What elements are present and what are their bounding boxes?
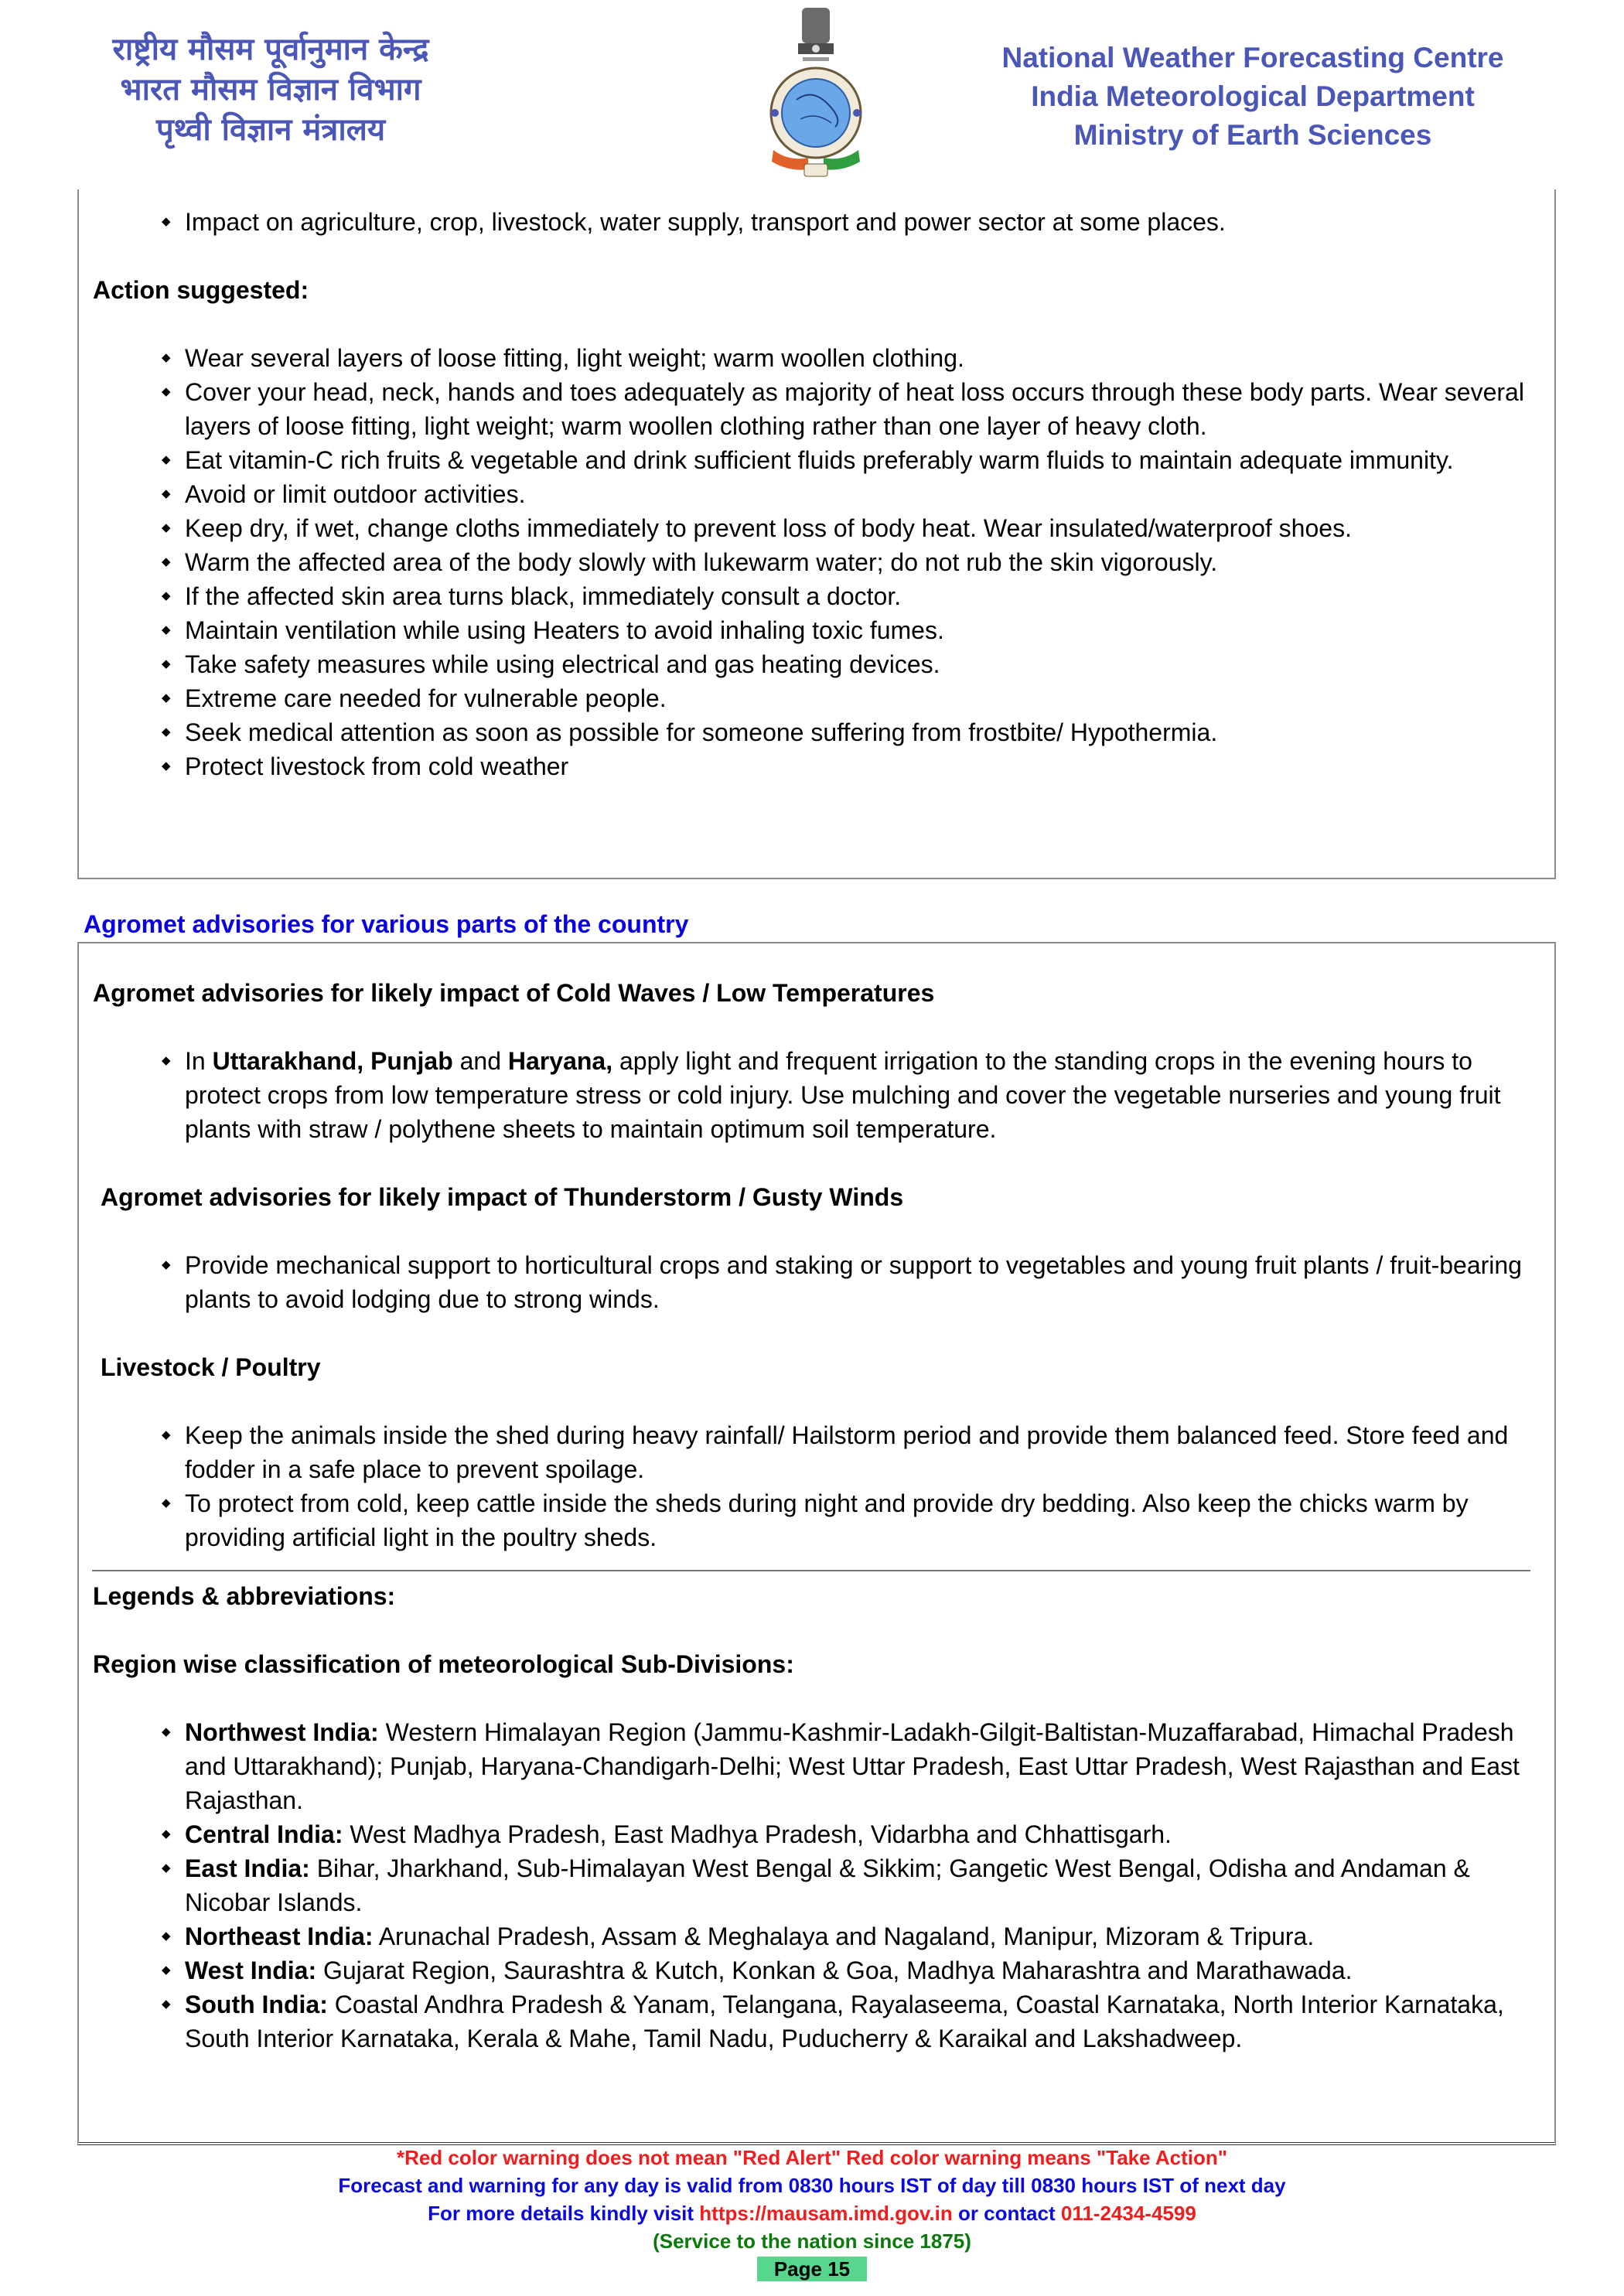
english-line-3: Ministry of Earth Sciences bbox=[1073, 119, 1432, 151]
list-item: ◆ Extreme care needed for vulnerable people. bbox=[185, 681, 1554, 715]
list-item: ◆ To protect from cold, keep cattle inside the sheds during night and provide dry bedding. Also keep the chicks warm by providing artificial light in the poultry sheds. bbox=[185, 1486, 1554, 1554]
lion-capital-icon bbox=[798, 8, 834, 61]
list-item: ◆ Keep the animals inside the shed during heavy rainfall/ Hailstorm period and provide them balanced feed. Store feed and fodder in a safe place to prevent spoilage. bbox=[185, 1418, 1554, 1486]
action-suggested-heading: Action suggested: bbox=[93, 276, 309, 304]
livestock-list bbox=[79, 1418, 1554, 1554]
hindi-line-2: भारत मौसम विज्ञान विभाग bbox=[120, 72, 421, 107]
list-item: ◆ If the affected skin area turns black, immediately consult a doctor. bbox=[185, 579, 1554, 613]
region-item: ◆ East India: Bihar, Jharkhand, Sub-Himalayan West Bengal & Sikkim; Gangetic West Bengal, Odisha and Andaman & Nicobar Islands. bbox=[185, 1851, 1554, 1919]
list-item: ◆ Provide mechanical support to horticultural crops and staking or support to vegetables and young fruit plants / fruit-bearing plants to avoid lodging due to strong winds. bbox=[185, 1248, 1554, 1316]
list-item: ◆ Eat vitamin-C rich fruits & vegetable and drink sufficient fluids preferably warm fluids to maintain adequate immunity. bbox=[185, 443, 1554, 477]
english-org-name bbox=[974, 39, 1531, 155]
thunderstorm-advisory-list bbox=[79, 1248, 1554, 1316]
list-item: ◆ Impact on agriculture, crop, livestock, water supply, transport and power sector at some places. bbox=[185, 205, 1554, 239]
region-item: ◆ South India: Coastal Andhra Pradesh & Yanam, Telangana, Rayalaseema, Coastal Karnataka, North Interior Karnataka, South Interior Karnataka, Kerala & Mahe, Tamil Nadu, Puducherry & Karaikal and Lakshadweep. bbox=[185, 1987, 1554, 2055]
list-item: ◆ Keep dry, if wet, change cloths immediately to prevent loss of body heat. Wear insulated/waterproof shoes. bbox=[185, 511, 1554, 545]
list-item: ◆ In Uttarakhand, Punjab and Haryana, apply light and frequent irrigation to the standing crops in the evening hours to protect crops from low temperature stress or cold injury. Use mulching and cover the vegetable nurseries and young fruit plants with straw / polythene sheets to maintain optimum soil temperature. bbox=[185, 1044, 1554, 1146]
section-divider bbox=[92, 1570, 1530, 1571]
english-line-1: National Weather Forecasting Centre bbox=[1001, 42, 1504, 73]
region-item: ◆ Northeast India: Arunachal Pradesh, Assam & Meghalaya and Nagaland, Manipur, Mizoram & Tripura. bbox=[185, 1919, 1554, 1953]
region-item: ◆ Northwest India: Western Himalayan Region (Jammu-Kashmir-Ladakh-Gilgit-Baltistan-Muzaffarabad, Himachal Pradesh and Uttarakhand); Punjab, Haryana-Chandigarh-Delhi; West Uttar Pradesh, East Uttar Pradesh, West Rajasthan and East Rajasthan. bbox=[185, 1715, 1554, 1817]
contact-phone: 011-2434-4599 bbox=[1060, 2202, 1196, 2225]
region-list bbox=[79, 1715, 1554, 2055]
cold-wave-advisory-heading: Agromet advisories for likely impact of Cold Waves / Low Temperatures bbox=[93, 979, 935, 1007]
agromet-section-title: Agromet advisories for various parts of the country bbox=[84, 910, 689, 938]
list-item: ◆ Maintain ventilation while using Heaters to avoid inhaling toxic fumes. bbox=[185, 613, 1554, 647]
list-item: ◆ Wear several layers of loose fitting, light weight; warm woollen clothing. bbox=[185, 341, 1554, 375]
page-footer bbox=[0, 2144, 1624, 2283]
agromet-panel bbox=[77, 942, 1556, 2145]
region-item: ◆ Central India: West Madhya Pradesh, East Madhya Pradesh, Vidarbha and Chhattisgarh. bbox=[185, 1817, 1554, 1851]
list-item: ◆ Seek medical attention as soon as possible for someone suffering from frostbite/ Hypothermia. bbox=[185, 715, 1554, 749]
website-link[interactable]: https://mausam.imd.gov.in bbox=[699, 2202, 953, 2225]
region-name: Northwest India: bbox=[185, 1718, 379, 1746]
page-header bbox=[0, 0, 1624, 189]
contact-line: For more details kindly visit https://mausam.imd.gov.in or contact 011-2434-4599 bbox=[428, 2202, 1196, 2225]
impact-list bbox=[79, 205, 1554, 239]
hindi-org-name bbox=[54, 29, 487, 150]
english-line-2: India Meteorological Department bbox=[1031, 80, 1475, 112]
livestock-heading: Livestock / Poultry bbox=[101, 1353, 321, 1381]
cold-wave-advisory-list bbox=[79, 1044, 1554, 1146]
legends-heading: Legends & abbreviations: bbox=[93, 1582, 396, 1610]
region-name: Northeast India: bbox=[185, 1922, 374, 1950]
region-name: West India: bbox=[185, 1957, 317, 1984]
red-warning-note: *Red color warning does not mean "Red Alert" Red color warning means "Take Action" bbox=[396, 2146, 1228, 2169]
region-classification-heading: Region wise classification of meteorological Sub-Divisions: bbox=[93, 1650, 794, 1678]
cold-wave-panel bbox=[77, 189, 1556, 879]
list-item: ◆ Cover your head, neck, hands and toes adequately as majority of heat loss occurs through these body parts. Wear several layers of loose fitting, light weight; warm woollen clothing rather than one layer of heavy cloth. bbox=[185, 375, 1554, 443]
region-name: East India: bbox=[185, 1854, 310, 1882]
service-tagline: (Service to the nation since 1875) bbox=[653, 2229, 971, 2253]
region-name: Central India: bbox=[185, 1820, 343, 1848]
hindi-line-1: राष्ट्रीय मौसम पूर्वानुमान केन्द्र bbox=[112, 32, 429, 67]
validity-note: Forecast and warning for any day is valid from 0830 hours IST of day till 0830 hours IST of next day bbox=[338, 2174, 1286, 2197]
list-item: ◆ Avoid or limit outdoor activities. bbox=[185, 477, 1554, 511]
state-names: Uttarakhand, Punjab bbox=[212, 1047, 453, 1075]
region-name: South India: bbox=[185, 1991, 328, 2018]
action-list bbox=[79, 341, 1554, 783]
imd-emblem-icon bbox=[766, 3, 866, 183]
list-item: ◆ Take safety measures while using electrical and gas heating devices. bbox=[185, 647, 1554, 681]
list-item: ◆ Protect livestock from cold weather bbox=[185, 749, 1554, 783]
state-name: Haryana, bbox=[507, 1047, 613, 1075]
thunderstorm-advisory-heading: Agromet advisories for likely impact of Thunderstorm / Gusty Winds bbox=[101, 1183, 904, 1211]
list-item: ◆ Warm the affected area of the body slowly with lukewarm water; do not rub the skin vigorously. bbox=[185, 545, 1554, 579]
page-number-badge: Page 15 bbox=[757, 2257, 867, 2281]
hindi-line-3: पृथ्वी विज्ञान मंत्रालय bbox=[155, 112, 386, 148]
region-item: ◆ West India: Gujarat Region, Saurashtra & Kutch, Konkan & Goa, Madhya Maharashtra and Marathawada. bbox=[185, 1953, 1554, 1987]
